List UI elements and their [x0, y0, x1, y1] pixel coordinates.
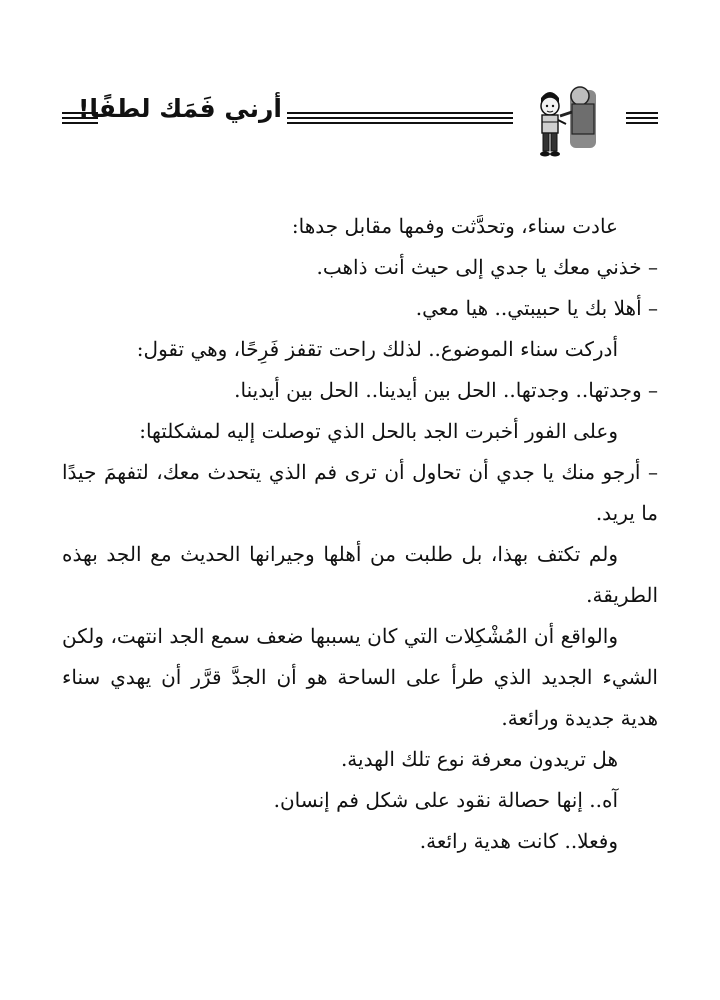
dialogue-line: – وجدتها.. وجدتها.. الحل بين أيدينا.. الحل بين أيدينا.	[234, 378, 658, 402]
story-text	[62, 206, 658, 862]
paragraph: وفعلا.. كانت هدية رائعة.	[419, 829, 618, 853]
paragraph: والواقع أن المُشْكِلات التي كان يسببها ضعف سمع الجد انتهت، ولكن الشيء الجديد الذي طرأ على الساحة هو أن الجدَّ قرَّر أن يهدي سناء هدية جديدة ورائعة.	[62, 624, 658, 730]
decorative-rule-middle	[287, 112, 513, 124]
page-title: أرني فَمَك لطفًا!	[78, 94, 282, 123]
dialogue-line: – خذني معك يا جدي إلى حيث أنت ذاهب.	[316, 255, 658, 279]
dialogue-line: – أهلا بك يا حبيبتي.. هيا معي.	[415, 296, 658, 320]
paragraph: هل تريدون معرفة نوع تلك الهدية.	[340, 747, 618, 771]
paragraph: أدركت سناء الموضوع.. لذلك راحت تقفز فَرِحًا، وهي تقول:	[136, 337, 618, 361]
paragraph: آه.. إنها حصالة نقود على شكل فم إنسان.	[273, 788, 618, 812]
decorative-rule-left	[62, 112, 98, 124]
page-header	[0, 0, 720, 190]
paragraph: عادت سناء، وتحدَّثت وفمها مقابل جدها:	[291, 214, 618, 238]
paragraph: وعلى الفور أخبرت الجد بالحل الذي توصلت إليه لمشكلتها:	[139, 419, 618, 443]
dialogue-line: – أرجو منك يا جدي أن تحاول أن ترى فم الذي يتحدث معك، لتفهمَ جيدًا ما يريد.	[62, 460, 658, 525]
decorative-rule-right	[626, 112, 658, 124]
grandfather-and-girl-illustration	[526, 82, 606, 162]
paragraph: ولم تكتف بهذا، بل طلبت من أهلها وجيرانها الحديث مع الجد بهذه الطريقة.	[62, 542, 658, 607]
